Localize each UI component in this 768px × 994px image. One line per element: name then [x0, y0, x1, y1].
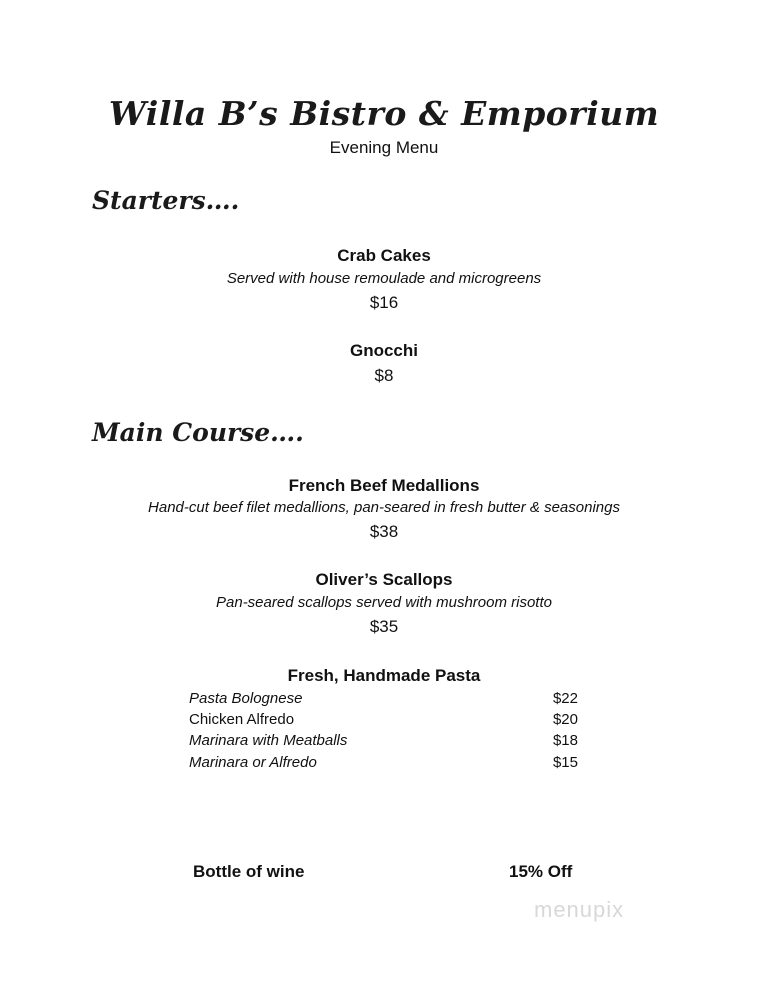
dish-name: Crab Cakes [337, 246, 431, 265]
section-heading-starters: Starters…. [92, 186, 240, 215]
pasta-item-price: $18 [552, 732, 578, 749]
dish-name: Gnocchi [349, 341, 418, 360]
pasta-item [189, 732, 578, 749]
dish-description: Served with house remoulade and microgreens [226, 270, 542, 287]
pasta-item-name: Pasta Bolognese [189, 690, 303, 707]
dish-price: $35 [369, 617, 399, 636]
pasta-item-price: $22 [552, 690, 578, 707]
pasta-item-name: Marinara or Alfredo [189, 754, 317, 771]
pasta-item [189, 711, 578, 728]
menu-subtitle: Evening Menu [329, 138, 439, 157]
pasta-item-price: $20 [552, 711, 578, 728]
pasta-heading: Fresh, Handmade Pasta [287, 666, 481, 685]
dish-price: $38 [369, 522, 399, 541]
wine-discount: 15% Off [509, 862, 573, 881]
pasta-item-name: Marinara with Meatballs [189, 732, 348, 749]
section-heading-main-course: Main Course…. [92, 418, 304, 447]
pasta-item [189, 754, 578, 771]
dish-name: French Beef Medallions [288, 476, 480, 495]
dish-description: Pan-seared scallops served with mushroom risotto [216, 594, 552, 611]
dish-name: Oliver’s Scallops [315, 570, 453, 589]
dish-price: $8 [374, 366, 394, 385]
dish-price: $16 [369, 293, 399, 312]
wine-label: Bottle of wine [193, 862, 305, 881]
pasta-item-name: Chicken Alfredo [189, 711, 295, 728]
dish-description: Hand-cut beef filet medallions, pan-seared in fresh butter & seasonings [148, 499, 620, 516]
pasta-item-price: $15 [552, 754, 578, 771]
pasta-item [189, 690, 578, 707]
restaurant-title: Willa B’s Bistro & Emporium [108, 94, 660, 133]
watermark: menupix [534, 897, 625, 922]
